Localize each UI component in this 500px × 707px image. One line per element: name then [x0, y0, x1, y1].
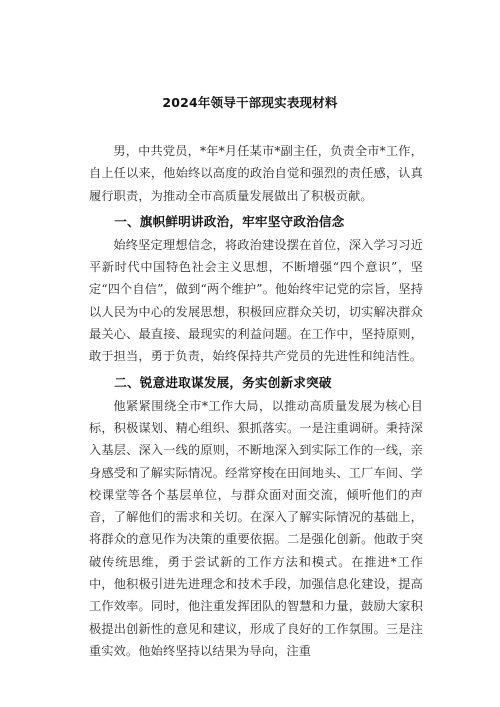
section-1-paragraph: 始终坚定理想信念，将政治建设摆在首位，深入学习习近平新时代中国特色社会主义思想，不断增强“四个意识”，坚定“四个自信”，做到“两个维护”。他始终牢记党的宗旨，坚持以人民为中心的发展思想，积极回应群众关切，切实解决群众最关心、最直接、最现实的利益问题。在工作中，坚持原则，敢于担当，勇于负责，始终保持共产党员的先进性和纯洁性。 [89, 237, 423, 364]
section-2-paragraph: 他紧紧围绕全市*工作大局，以推动高质量发展为核心目标，积极谋划、精心组织、狠抓落实。一是注重调研。秉持深入基层、深入一线的原则，不断地深入到实际工作的一线，亲身感受和了解实际情况。经常穿梭在田间地头、工厂车间、学校课堂等各个基层单位，与群众面对面交流，倾听他们的声音，了解他们的需求和关切。在深入了解实际情况的基础上，将群众的意见作为决策的重要依据。二是强化创新。他敢于突破传统思维，勇于尝试新的工作方法和模式。在推进*工作中，他积极引进先进理念和技术手段，加强信息化建设，提高工作效率。同时，他注重发挥团队的智慧和力量，鼓励大家积极提出创新性的意见和建议，形成了良好的工作氛围。三是注重实效。他始终坚持以结果为导向，注重 [89, 398, 423, 658]
section-1-heading: 一、旗帜鲜明讲政治，牢牢坚守政治信念 [114, 213, 345, 229]
section-2-heading: 二、锐意进取谋发展，务实创新求突破 [114, 374, 332, 390]
intro-paragraph: 男，中共党员，*年*月任某市*副主任，负责全市*工作，自上任以来，他始终以高度的政治自觉和强烈的责任感，认真履行职责，为推动全市高质量发展做出了积极贡献。 [89, 144, 423, 203]
document-title: 2024年领导干部现实表现材料 [162, 95, 338, 110]
document-body [89, 140, 423, 662]
